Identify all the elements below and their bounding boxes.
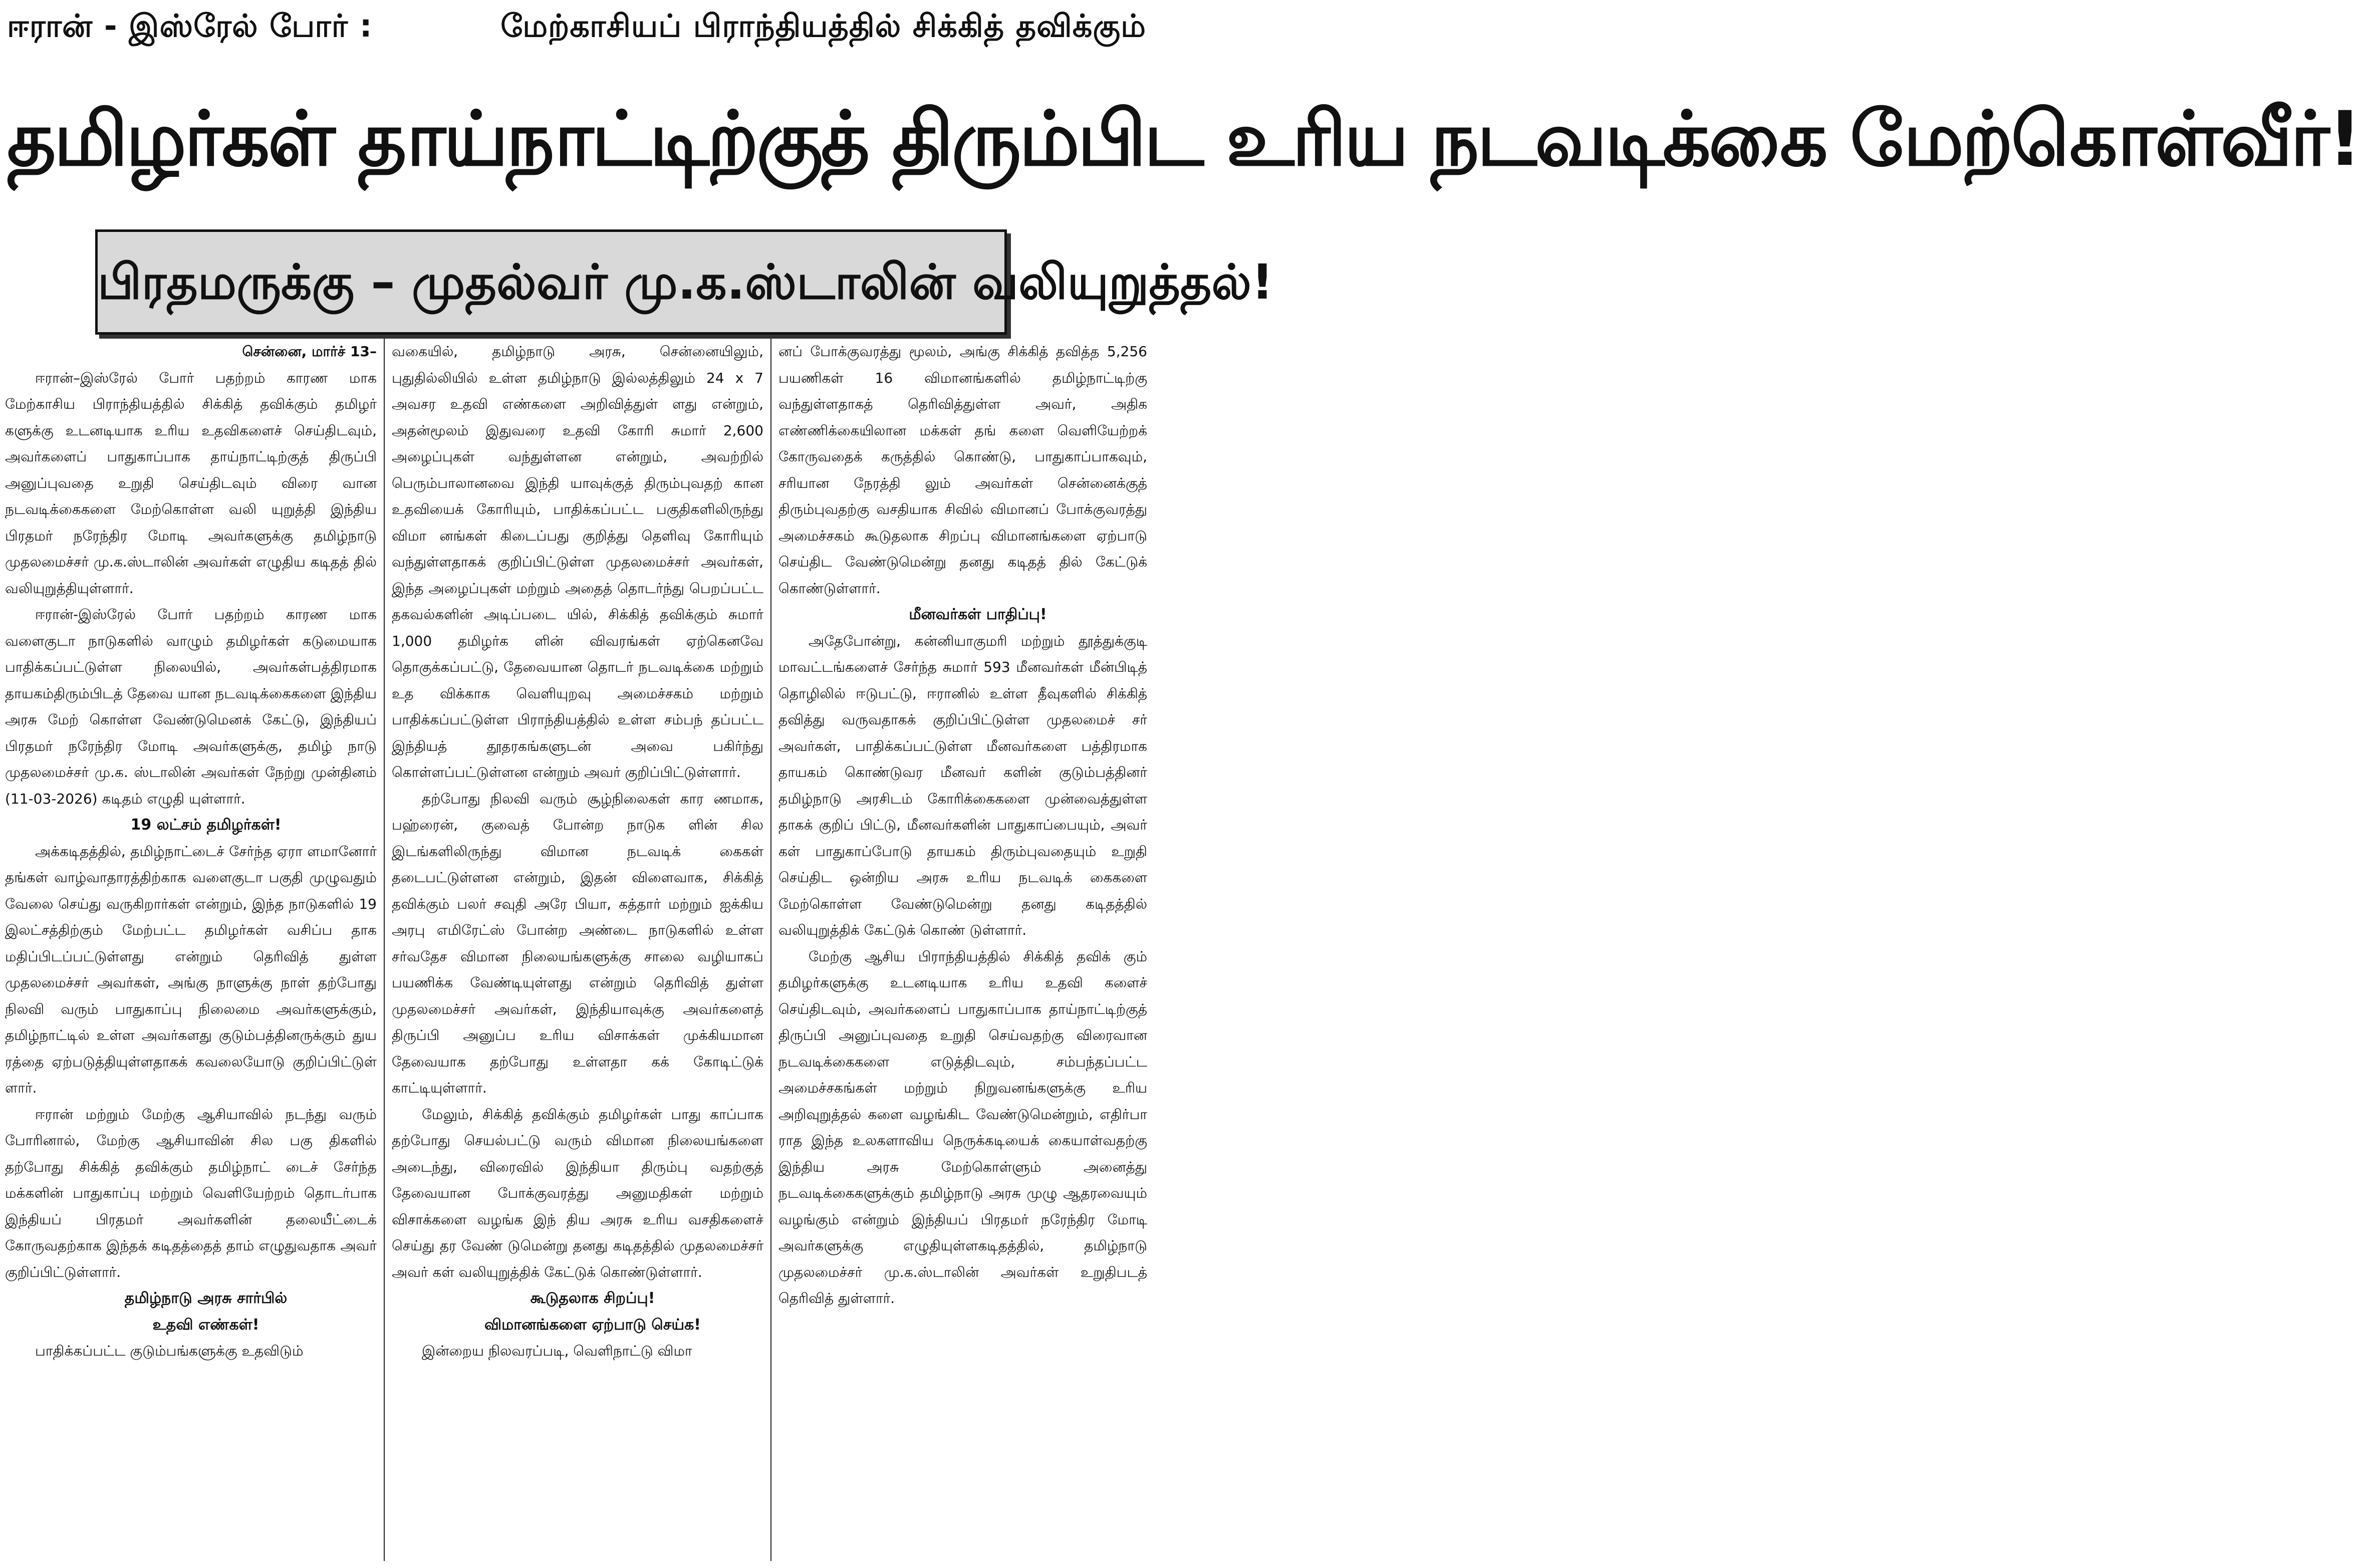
article-column-2 <box>392 339 763 1561</box>
paragraph: இன்றைய நிலவரப்படி, வெளிநாட்டு விமா <box>422 1343 692 1359</box>
subheading: மீனவர்கள் பாதிப்பு! <box>909 606 1047 623</box>
paragraph: ஈரான்–இஸ்ரேல் போர் பதற்றம் காரண மாக மேற்காசிய பிராந்தியத்தில் சிக்கித் தவிக்கும் தமிழர் களுக்கு உடனடியாக உரிய உதவிகளைச் செய்திடவும், அவர்களைப் பாதுகாப்பாக தாய்நாட்டிற்குத் திருப்பி அனுப்புவதை உறுதி செய்திடவும் விரை வான நடவடிக்கைகளை மேற்கொள்ள வலி யுறுத்தி இந்திய பிரதமர் நரேந்திர மோடி அவர்களுக்கு தமிழ்நாடு முதலமைச்சர் மு.க.ஸ்டாலின் அவர்கள் எழுதிய கடிதத் தில் வலியுறுத்தியுள்ளார். <box>5 369 377 597</box>
paragraph: மேலும், சிக்கித் தவிக்கும் தமிழர்கள் பாது காப்பாக தற்போது செயல்பட்டு வரும் விமான நிலையங்களை அடைந்து, விரைவில் இந்தியா திரும்பு வதற்குத் தேவையான போக்குவரத்து அனுமதிகள் மற்றும் விசாக்களை வழங்க இந் திய அரசு உரிய வசதிகளைச் செய்து தர வேண் டுமென்று தனது கடிதத்தில் முதலமைச்சர் அவர் கள் வலியுறுத்திக் கேட்டுக் கொண்டுள்ளார். <box>392 1106 763 1280</box>
paragraph: பாதிக்கப்பட்ட குடும்பங்களுக்கு உதவிடும் <box>35 1343 304 1359</box>
subheading: விமானங்களை ஏற்பாடு செய்க! <box>484 1316 701 1334</box>
paragraph: அக்கடிதத்தில், தமிழ்நாட்டைச் சேர்ந்த ஏரா ளமானோர் தங்கள் வாழ்வாதாரத்திற்காக வளைகுடா பகுதி முழுவதும் வேலை செய்து வருகிறார்கள் என்றும், இந்த நாடுகளில் 19 இலட்சத்திற்கும் மேற்பட்ட தமிழர்கள் வசிப்ப தாக மதிப்பிடப்பட்டுள்ளது என்றும் தெரிவித் துள்ள முதலமைச்சர் அவர்கள், அங்கு நாளுக்கு நாள் தற்போது நிலவி வரும் பாதுகாப்பு நிலைமை அவர்களுக்கும், தமிழ்நாட்டில் உள்ள அவர்களது குடும்பத்தினருக்கும் துய ரத்தை ஏற்படுத்தியுள்ளதாகக் கவலையோடு குறிப்பிட்டுள் ளார். <box>5 843 377 1096</box>
column-divider <box>384 339 385 1561</box>
subheading: உதவி எண்கள்! <box>152 1316 259 1334</box>
paragraph: அதேபோன்று, கன்னியாகுமரி மற்றும் தூத்துக்குடி மாவட்டங்களைச் சேர்ந்த சுமார் 593 மீனவர்கள் மீன்பிடித் தொழிலில் ஈடுபட்டு, ஈரானில் உள்ள தீவுகளில் சிக்கித் தவித்து வருவதாகக் குறிப்பிட்டுள்ள முதலமைச் சர் அவர்கள், பாதிக்கப்பட்டுள்ள மீனவர்களை பத்திரமாக தாயகம் கொண்டுவர மீனவர் களின் குடும்பத்தினர் தமிழ்நாடு அரசிடம் கோரிக்கைகளை முன்வைத்துள்ள தாகக் குறிப் பிட்டு, மீனவர்களின் பாதுகாப்பையும், அவர் கள் பாதுகாப்போடு தாயகம் திரும்புவதையும் உறுதி செய்திட ஒன்றிய அரசு உரிய நடவடிக் கைகளை மேற்கொள்ள வேண்டுமென்று தனது கடிதத்தில் வலியுறுத்திக் கேட்டுக் கொண் டுள்ளார். <box>778 632 1147 938</box>
article-column-1 <box>5 339 377 1561</box>
kicker-part-2: மேற்காசியப் பிராந்தியத்தில் சிக்கித் தவிக்கும் <box>500 8 1146 44</box>
paragraph: தற்போது நிலவி வரும் சூழ்நிலைகள் கார ணமாக, பஹ்ரைன், குவைத் போன்ற நாடுக ளின் சில இடங்களிலிருந்து விமான நடவடிக் கைகள் தடைபட்டுள்ளன என்றும், இதன் விளைவாக, சிக்கித் தவிக்கும் பலர் சவுதி அரே பியா, கத்தார் மற்றும் ஐக்கிய அரபு எமிரேட்ஸ் போன்ற அண்டை நாடுகளில் உள்ள சர்வதேச விமான நிலையங்களுக்கு சாலை வழியாகப் பயணிக்க வேண்டியுள்ளது என்றும் தெரிவித் துள்ள முதலமைச்சர் அவர்கள், இந்தியாவுக்கு அவர்களைத் திருப்பி அனுப்ப உரிய விசாக்கள் முக்கியமான தேவையாக தற்போது உள்ளதா கக் கோடிட்டுக் காட்டியுள்ளார். <box>392 790 763 1096</box>
paragraph: வகையில், தமிழ்நாடு அரசு, சென்னையிலும், புதுதில்லியில் உள்ள தமிழ்நாடு இல்லத்திலும் 24 x 7 அவசர உதவி எண்களை அறிவித்துள் ளது என்றும், அதன்மூலம் இதுவரை உதவி கோரி சுமார் 2,600 அழைப்புகள் வந்துள்ளன என்றும், அவற்றில் பெரும்பாலானவை இந்தி யாவுக்குத் திரும்புவதற் கான உதவியைக் கோரியும், பாதிக்கப்பட்ட பகுதிகளிலிருந்து விமா னங்கள் கிடைப்பது குறித்து தெளிவு கோரியும் வந்துள்ளதாகக் குறிப்பிட்டுள்ள முதலமைச்சர் அவர்கள், இந்த அழைப்புகள் மற்றும் அதைத் தொடர்ந்து பெறப்பட்ட தகவல்களின் அடிப்படை யில், சிக்கித் தவிக்கும் சுமார் 1,000 தமிழர்க ளின் விவரங்கள் ஏற்கெனவே தொகுக்கப்பட்டு, தேவையான தொடர் நடவடிக்கை மற்றும் உத விக்காக வெளியுறவு அமைச்சகம் மற்றும் பாதிக்கப்பட்டுள்ள பிராந்தியத்தில் உள்ள சம்பந் தப்பட்ட இந்தியத் தூதரகங்களுடன் அவை பகிர்ந்து கொள்ளப்பட்டுள்ளன என்றும் அவர் குறிப்பிட்டுள்ளார். <box>392 343 763 780</box>
paragraph: னப் போக்குவரத்து மூலம், அங்கு சிக்கித் தவித்த 5,256 பயணிகள் 16 விமானங்களில் தமிழ்நாட்டிற்கு வந்துள்ளதாகத் தெரிவித்துள்ள அவர், அதிக எண்ணிக்கையிலான மக்கள் தங் களை வெளியேற்றக் கோருவதைக் கருத்தில் கொண்டு, பாதுகாப்பாகவும், சரியான நேரத்தி லும் அவர்கள் சென்னைக்குத் திரும்புவதற்கு வசதியாக சிவில் விமானப் போக்குவரத்து அமைச்சகம் கூடுதலாக சிறப்பு விமானங்களை ஏற்பாடு செய்திட வேண்டுமென்று தனது கடிதத் தில் கேட்டுக் கொண்டுள்ளார். <box>778 343 1147 597</box>
paragraph: ஈரான்-இஸ்ரேல் போர் பதற்றம் காரண மாக வளைகுடா நாடுகளில் வாழும் தமிழர்கள் கடுமையாக பாதிக்கப்பட்டுள்ள நிலையில், அவர்கள்பத்திரமாக தாயகம்திரும்பிடத் தேவை யான நடவடிக்கைகளை இந்திய அரசு மேற் கொள்ள வேண்டுமெனக் கேட்டு, இந்தியப் பிரதமர் நரேந்திர மோடி அவர்களுக்கு, தமிழ் நாடு முதலமைச்சர் மு.க. ஸ்டாலின் அவர்கள் நேற்று முன்தினம் (11-03-2026) கடிதம் எழுதி யுள்ளார். <box>5 606 377 807</box>
dateline: சென்னை, மார்ச் 13– <box>242 343 377 360</box>
article-column-3 <box>778 339 1147 1561</box>
kicker-line <box>7 3 1146 49</box>
paragraph: ஈரான் மற்றும் மேற்கு ஆசியாவில் நடந்து வரும் போரினால், மேற்கு ஆசியாவின் சில பகு திகளில் தற்போது சிக்கித் தவிக்கும் தமிழ்நாட் டைச் சேர்ந்த மக்களின் பாதுகாப்பு மற்றும் வெளியேற்றம் தொடர்பாக இந்தியப் பிரதமர் அவர்களின் தலையீட்டைக் கோருவதற்காக இந்தக் கடிதத்தைத் தாம் எழுதுவதாக அவர் குறிப்பிட்டுள்ளார். <box>5 1106 377 1280</box>
headline: தமிழர்கள் தாய்நாட்டிற்குத் திரும்பிட உரிய நடவடிக்கை மேற்கொள்வீர்! <box>7 96 2360 183</box>
paragraph: மேற்கு ஆசிய பிராந்தியத்தில் சிக்கித் தவிக் கும் தமிழர்களுக்கு உடனடியாக உரிய உதவி களைச் செய்திடவும், அவர்களைப் பாதுகாப்பாக தாய்நாட்டிற்குத் திருப்பி அனுப்புவதை உறுதி செய்வதற்கு விரைவான நடவடிக்கைகளை எடுத்திடவும், சம்பந்தப்பட்ட அமைச்சகங்கள் மற்றும் நிறுவனங்களுக்கு உரிய அறிவுறுத்தல் களை வழங்கிட வேண்டுமென்றும், எதிர்பா ராத இந்த உலகளாவிய நெருக்கடியைக் கையாள்வதற்கு இந்திய அரசு மேற்கொள்ளும் அனைத்து நடவடிக்கைகளுக்கும் தமிழ்நாடு அரசு முழு ஆதரவையும் வழங்கும் என்றும் இந்தியப் பிரதமர் நரேந்திர மோடி அவர்களுக்கு எழுதியுள்ளகடிதத்தில், தமிழ்நாடு முதலமைச்சர் மு.க.ஸ்டாலின் அவர்கள் உறுதிபடத் தெரிவித் துள்ளார். <box>778 948 1147 1306</box>
subheading: கூடுதலாக சிறப்பு! <box>530 1289 655 1307</box>
subheadline-box: பிரதமருக்கு – முதல்வர் மு.க.ஸ்டாலின் வலியுறுத்தல்! <box>95 229 1007 335</box>
subheading: 19 லட்சம் தமிழர்கள்! <box>130 816 282 834</box>
subheading: தமிழ்நாடு அரசு சார்பில் <box>124 1289 288 1307</box>
kicker-part-1: ஈரான் - இஸ்ரேல் போர் : <box>7 8 373 44</box>
column-divider <box>770 339 771 1561</box>
